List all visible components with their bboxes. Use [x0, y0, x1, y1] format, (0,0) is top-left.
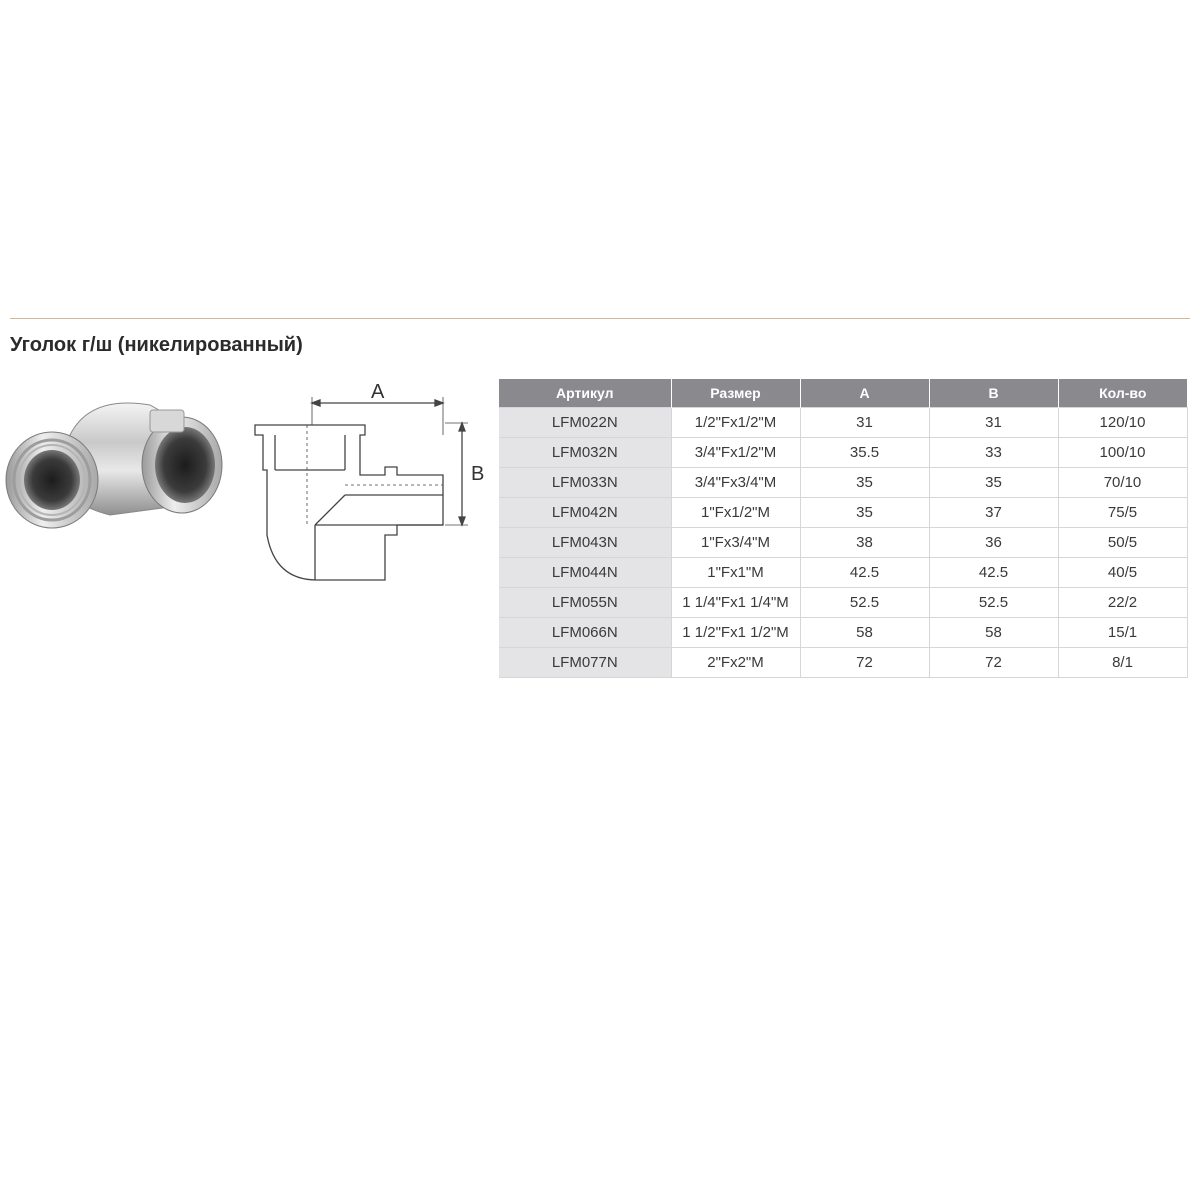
table-row: [499, 648, 1187, 678]
header-size: Размер: [671, 379, 800, 408]
cell-article: LFM032N: [499, 438, 671, 468]
cell-size: 3/4"Fx3/4"M: [671, 468, 800, 498]
table-row: [499, 438, 1187, 468]
cell-article: LFM077N: [499, 648, 671, 678]
cell-b: 37: [929, 498, 1058, 528]
header-quantity: Кол-во: [1058, 379, 1187, 408]
cell-a: 52.5: [800, 588, 929, 618]
cell-size: 1 1/4"Fx1 1/4"M: [671, 588, 800, 618]
table-row: [499, 618, 1187, 648]
cell-a: 35: [800, 498, 929, 528]
cell-quantity: 22/2: [1058, 588, 1187, 618]
header-a: A: [800, 379, 929, 408]
table-row: [499, 528, 1187, 558]
cell-b: 52.5: [929, 588, 1058, 618]
cell-article: LFM055N: [499, 588, 671, 618]
cell-b: 35: [929, 468, 1058, 498]
cell-size: 1/2"Fx1/2"M: [671, 408, 800, 438]
cell-article: LFM066N: [499, 618, 671, 648]
cell-size: 1 1/2"Fx1 1/2"M: [671, 618, 800, 648]
product-title: Уголок г/ш (никелированный): [10, 334, 303, 356]
product-photo: [0, 385, 230, 535]
cell-article: LFM033N: [499, 468, 671, 498]
cell-b: 31: [929, 408, 1058, 438]
dimension-a-label: A: [371, 381, 385, 403]
cell-article: LFM044N: [499, 558, 671, 588]
cell-size: 1"Fx1/2"M: [671, 498, 800, 528]
cell-article: LFM022N: [499, 408, 671, 438]
table-row: [499, 498, 1187, 528]
cell-size: 1"Fx3/4"M: [671, 528, 800, 558]
header-article: Артикул: [499, 379, 671, 408]
section-divider: [10, 318, 1190, 319]
cell-a: 31: [800, 408, 929, 438]
cell-quantity: 40/5: [1058, 558, 1187, 588]
cell-quantity: 100/10: [1058, 438, 1187, 468]
header-b: B: [929, 379, 1058, 408]
cell-a: 35: [800, 468, 929, 498]
cell-size: 2"Fx2"M: [671, 648, 800, 678]
cell-size: 1"Fx1"M: [671, 558, 800, 588]
cell-b: 58: [929, 618, 1058, 648]
cell-quantity: 8/1: [1058, 648, 1187, 678]
technical-drawing: [245, 375, 495, 590]
cell-a: 72: [800, 648, 929, 678]
table-header-row: [499, 379, 1187, 408]
cell-quantity: 75/5: [1058, 498, 1187, 528]
dimension-b-label: B: [471, 463, 485, 485]
cell-article: LFM043N: [499, 528, 671, 558]
cell-quantity: 50/5: [1058, 528, 1187, 558]
cell-b: 36: [929, 528, 1058, 558]
table-row: [499, 588, 1187, 618]
cell-size: 3/4"Fx1/2"M: [671, 438, 800, 468]
cell-b: 42.5: [929, 558, 1058, 588]
table-row: [499, 468, 1187, 498]
cell-a: 38: [800, 528, 929, 558]
cell-quantity: 120/10: [1058, 408, 1187, 438]
specification-table: [499, 379, 1188, 678]
cell-quantity: 70/10: [1058, 468, 1187, 498]
cell-article: LFM042N: [499, 498, 671, 528]
cell-a: 42.5: [800, 558, 929, 588]
cell-a: 35.5: [800, 438, 929, 468]
cell-a: 58: [800, 618, 929, 648]
cell-b: 72: [929, 648, 1058, 678]
table-row: [499, 408, 1187, 438]
table-row: [499, 558, 1187, 588]
cell-quantity: 15/1: [1058, 618, 1187, 648]
cell-b: 33: [929, 438, 1058, 468]
